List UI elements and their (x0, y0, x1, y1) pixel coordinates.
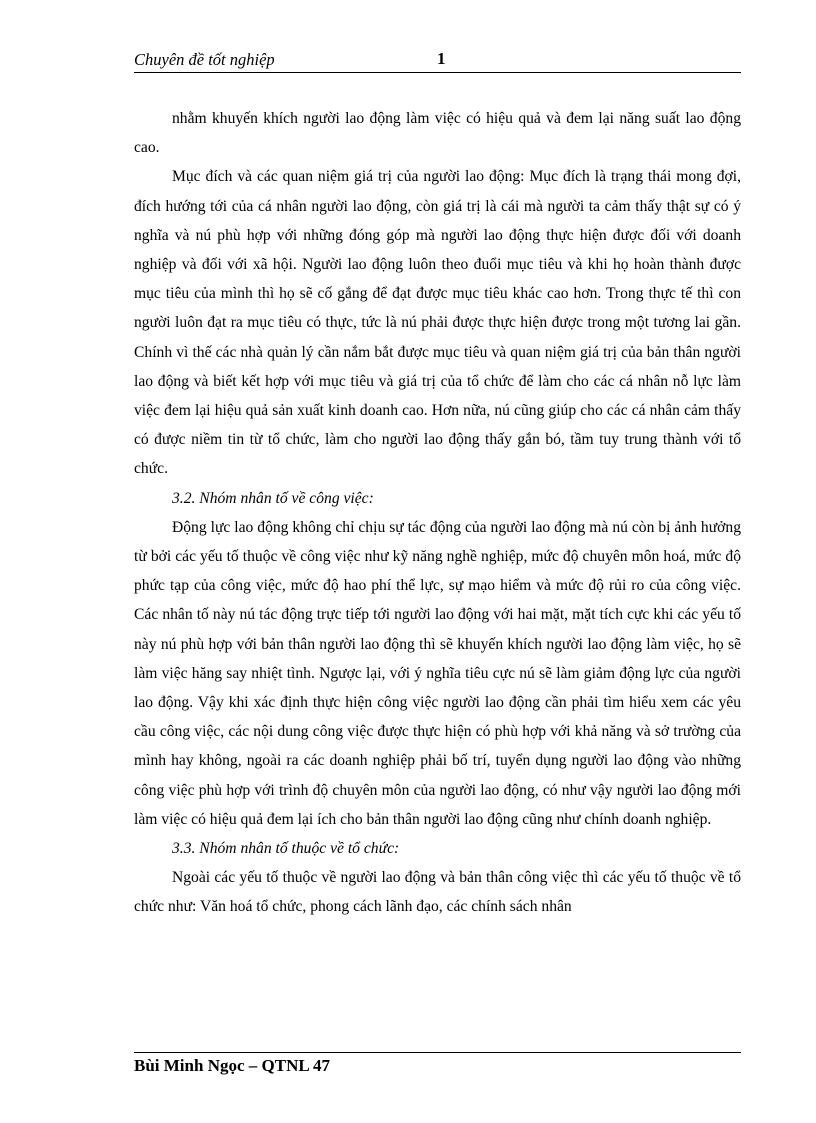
author-info: Bùi Minh Ngọc – QTNL 47 (134, 1056, 331, 1075)
paragraph-continuation: nhằm khuyến khích người lao động làm việc có hiệu quả và đem lại năng suất lao động cao. (134, 110, 741, 157)
page-footer (134, 1052, 741, 1076)
section-heading-3-2: 3.2. Nhóm nhân tố về công việc: (172, 489, 374, 507)
page-number: 1 (437, 49, 446, 68)
paragraph-work-factors: Động lực lao động không chỉ chịu sự tác động của người lao động mà nú còn bị ảnh hưởng từ bởi các yếu tố thuộc về công việc như kỹ năng nghề nghiệp, mức độ chuyên môn hoá, mức độ phức tạp của công việc, mức độ hao phí thể lực, sự mạo hiểm và mức độ rủi ro của công việc. Các nhân tố này nú tác động trực tiếp tới người lao động với hai mặt, mặt tích cực khi các yếu tố này nú phù hợp với bản thân người lao động thì sẽ khuyến khích người lao động làm việc, họ sẽ làm việc hăng say nhiệt tình. Ngược lại, với ý nghĩa tiêu cực nú sẽ làm giảm động lực của người lao động. Vậy khi xác định thực hiện công việc người lao động cần phải tìm hiểu xem các yêu cầu công việc, các nội dung công việc được thực hiện có phù hợp với khả năng và sở trường của mình hay không, ngoài ra các doanh nghiệp phải bố trí, tuyển dụng người lao động vào những công việc phù hợp với trình độ chuyên môn của người lao động, có như vậy người lao động mới làm việc có hiệu quả đem lại ích cho bản thân người lao động cũng như chính doanh nghiệp. (134, 518, 741, 828)
paragraph-goals-values: Mục đích và các quan niệm giá trị của người lao động: Mục đích là trạng thái mong đợi, đích hướng tới của cá nhân người lao động, còn giá trị là cái mà người ta cảm thấy thật sự có ý nghĩa và nú phù hợp với những đóng góp mà người lao động thực hiện được đối với doanh nghiệp và đối với xã hội. Người lao động luôn theo đuổi mục tiêu và khi họ hoàn thành được mục tiêu của mình thì họ sẽ cố gắng để đạt được mục tiêu khác cao hơn. Trong thực tế thì con người luôn đạt ra mục tiêu có thực, tức là nú phải được thực hiện được trong một tương lai gần. Chính vì thế các nhà quản lý cần nắm bắt được mục tiêu và quan niệm giá trị của bản thân người lao động và biết kết hợp với mục tiêu và giá trị của tổ chức để làm cho các cá nhân nỗ lực làm việc đem lại hiệu quả sản xuất kinh doanh cao. Hơn nữa, nú cũng giúp cho các cá nhân cảm thấy có được niềm tin từ tổ chức, làm cho người lao động thấy gắn bó, tầm tuy trung thành với tổ chức. (134, 168, 741, 478)
section-heading-3-3: 3.3. Nhóm nhân tố thuộc về tổ chức: (172, 840, 400, 858)
document-body (134, 104, 741, 922)
paragraph-organization-factors: Ngoài các yếu tố thuộc về người lao động và bản thân công việc thì các yếu tố thuộc về tổ chức như: Văn hoá tổ chức, phong cách lãnh đạo, các chính sách nhân (134, 869, 741, 916)
document-title: Chuyên đề tốt nghiệp (134, 50, 275, 69)
page-header (134, 48, 741, 73)
